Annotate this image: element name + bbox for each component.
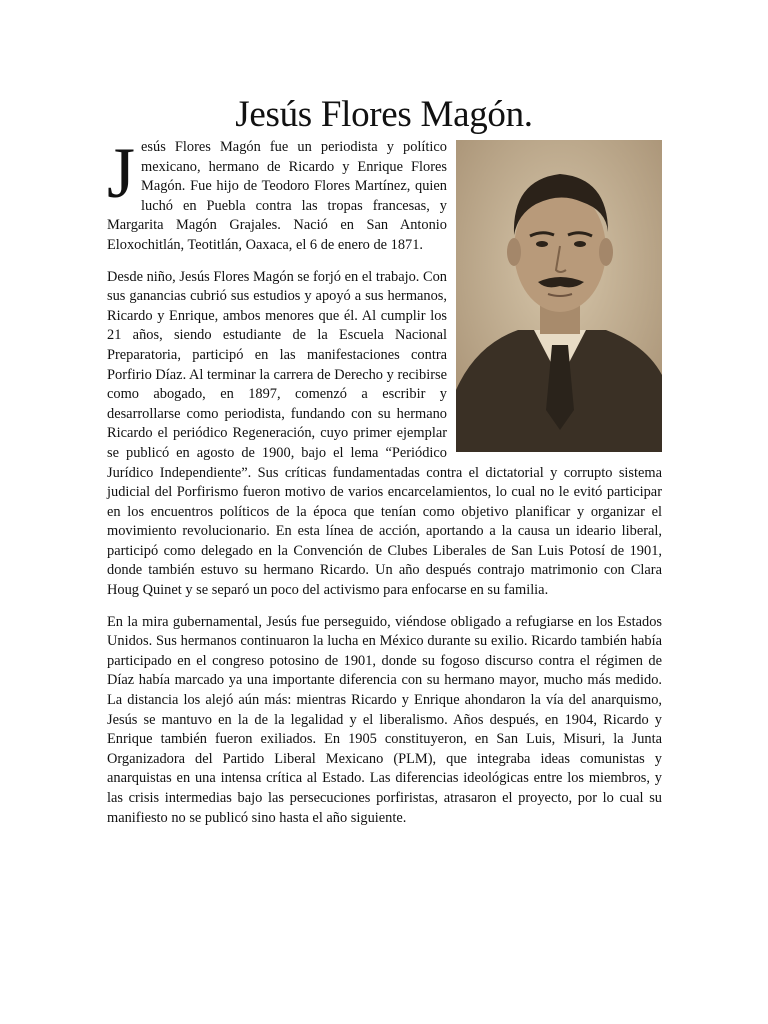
portrait-photo bbox=[456, 140, 662, 452]
paragraph-3: En la mira gubernamental, Jesús fue perseguido, viéndose obligado a refugiarse en los Estados Unidos. Sus hermanos continuaron la lucha en México durante su exilio. Ricardo también había participado en el congreso potosino de 1901, donde su fogoso discurso contra el régimen de Díaz había marcado ya una importante diferencia con su hermano mayor, mucho más medido. La distancia los alejó aún más: mientras Ricardo y Enrique ahondaron la vía del anarquismo, Jesús se mantuvo en la de la legalidad y el liberalismo. Años después, en 1904, Ricardo y Enrique también fueron exiliados. En 1905 constituyeron, en San Luis, Misuri, la Junta Organizadora del Partido Liberal Mexicano (PLM), que integraba ideas comunistas y anarquistas en una intensa crítica al Estado. Las diferencias ideológicas entre los miembros, y las crisis intermedias bajo las persecuciones porfiristas, atrasaron el proyecto, por lo cual su manifiesto no se publicó sino hasta el año siguiente. bbox=[107, 613, 662, 826]
paragraph-2: Desde niño, Jesús Flores Magón se forjó en el trabajo. Con sus ganancias cubrió sus estudios y apoyó a sus hermanos, Ricardo y Enrique, ambos menores que él. Al cumplir los 21 años, siendo estudiante de la Escuela Nacional Preparatoria, participó en las manifestaciones contra Porfirio Díaz. Al terminar la carrera de Derecho y recibirse como abogado, en 1897, comenzó a escribir y desarrollarse como periodista, fundando con su hermano Ricardo el periódico Regeneración, cuyo primer ejemplar se publicó en agosto de 1900, bajo el lema “Periódico Jurídico Independiente”. Sus críticas fundamentadas contra el dictatorial y corrupto sistema judicial del Porfirismo fueron motivo de varios encarcelamientos, lo cual no le evitó participar en los encuentros políticos de la época que tenían como objetivo planificar y organizar el movimiento revolucionario. En esta línea de acción, aportando a la causa un ideario liberal, participó como delegado en la Convención de Clubes Liberales de San Luis Potosí de 1901, donde también estuvo su hermano Ricardo. Un año después contrajo matrimonio con Clara Houg Quinet y se separó un poco del activismo para enfocarse en su familia. bbox=[107, 268, 662, 599]
article-body bbox=[107, 133, 662, 840]
document-title: Jesús Flores Magón. bbox=[235, 94, 533, 135]
paragraph-1-text: esús Flores Magón fue un periodista y político mexicano, hermano de Ricardo y Enrique Flores Magón. Fue hijo de Teodoro Flores Martínez, quien luchó en Puebla contra las tropas francesas, y Margarita Magón Grajales. Nació en San Antonio Eloxochitlán, Teotitlán, Oaxaca, el 6 de enero de 1871. bbox=[107, 139, 447, 253]
drop-cap-letter: J bbox=[107, 133, 136, 213]
